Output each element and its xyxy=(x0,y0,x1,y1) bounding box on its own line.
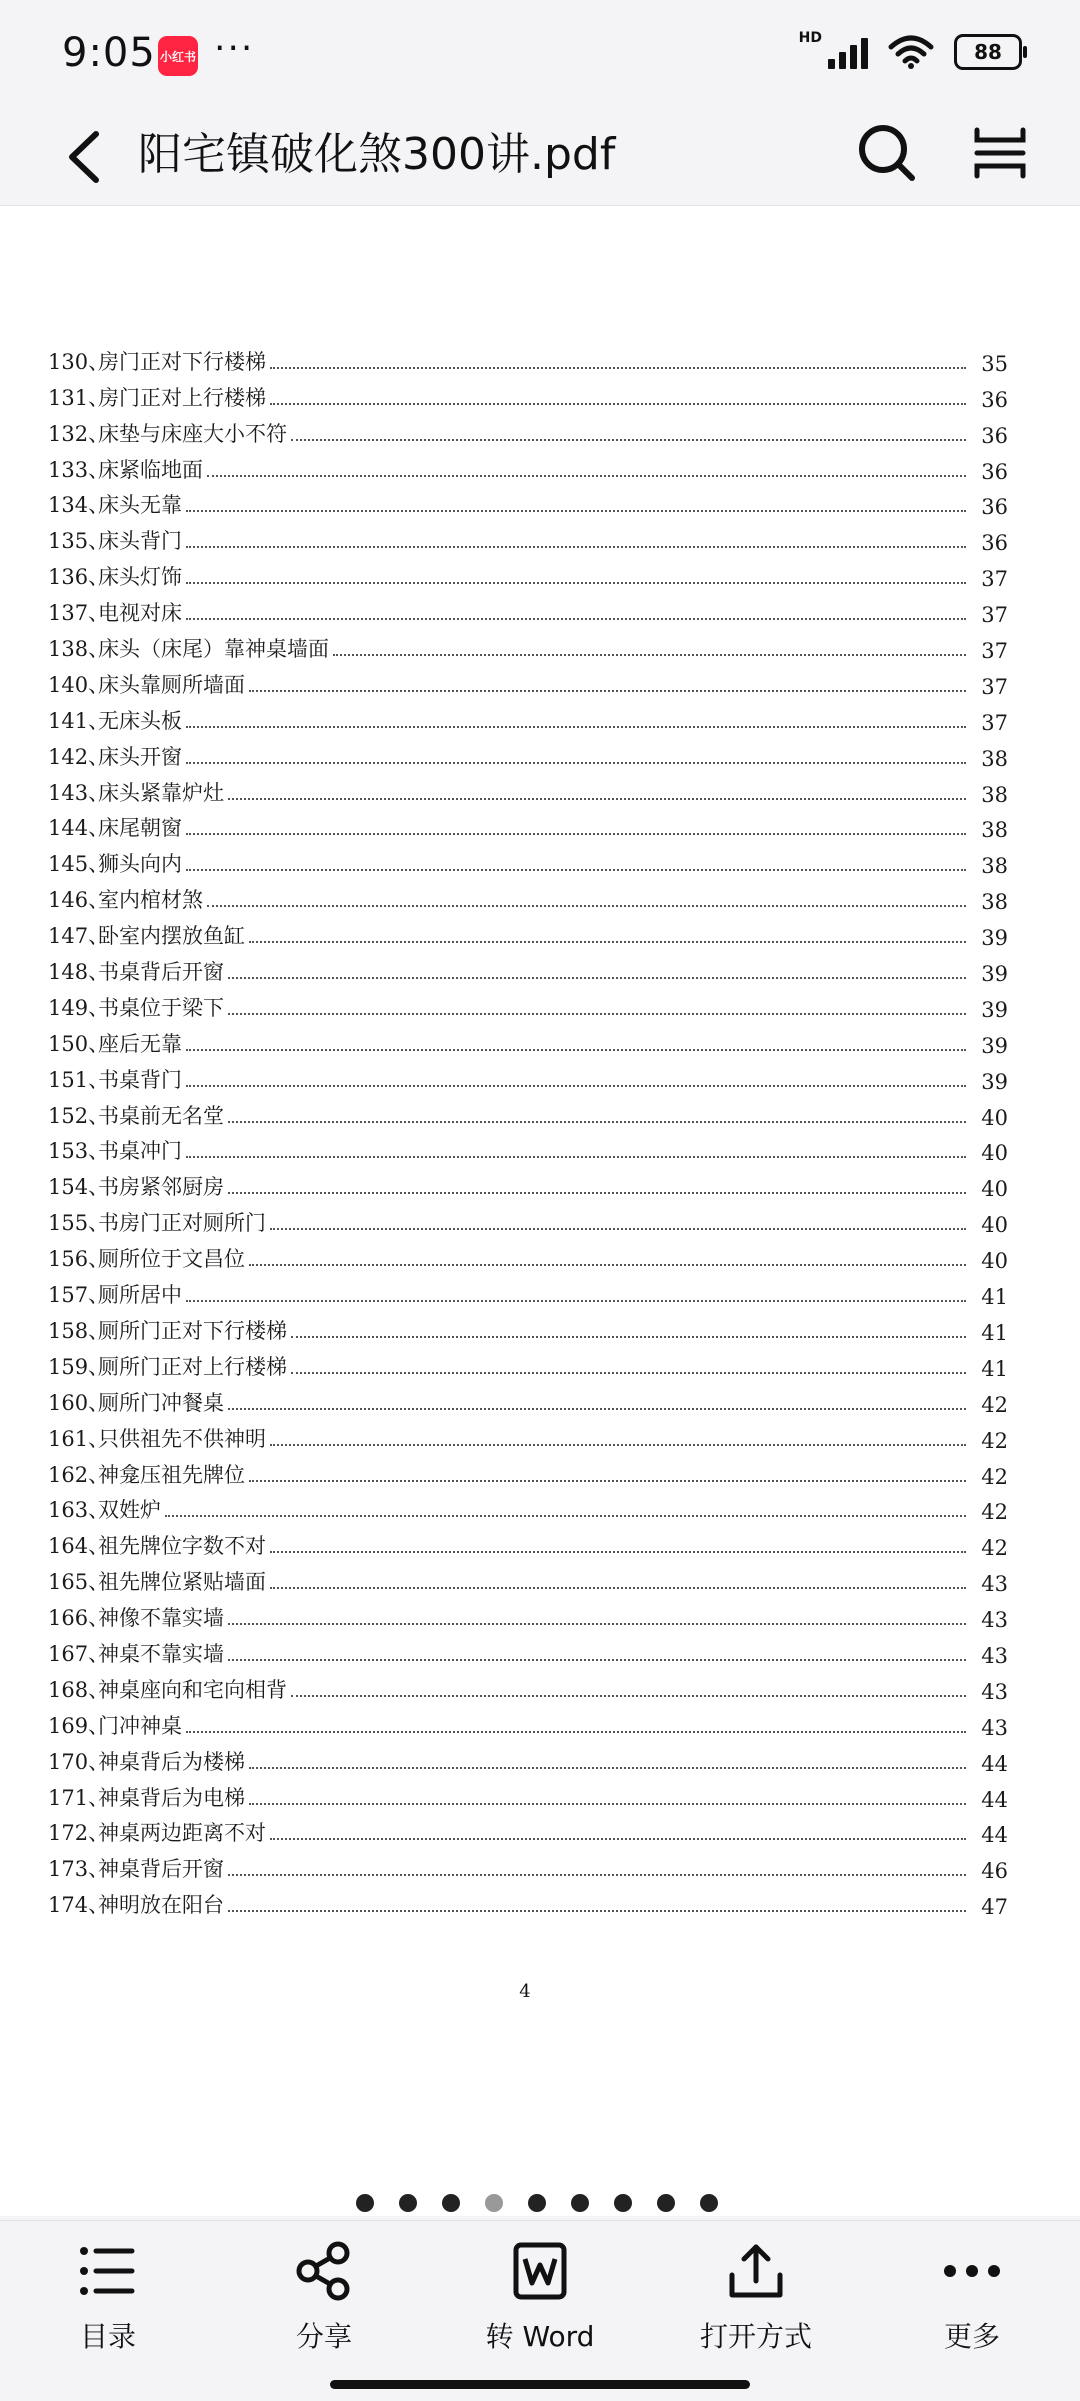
toc-entry-title: 狮头向内 xyxy=(98,852,182,877)
toc-leader xyxy=(228,1013,966,1015)
toc-entry-number: 153、 xyxy=(48,1139,110,1164)
page-dot xyxy=(657,2194,675,2212)
toc-entry[interactable] xyxy=(48,699,1008,735)
toc-entry-title: 只供祖先不供神明 xyxy=(98,1426,266,1451)
toc-entry-page: 37 xyxy=(981,567,1008,592)
toc-entry-title: 书房紧邻厨房 xyxy=(98,1175,224,1200)
toc-entry[interactable] xyxy=(48,1453,1008,1489)
toc-entry-page: 38 xyxy=(981,890,1008,915)
toc-entry-title: 厕所位于文昌位 xyxy=(98,1247,245,1272)
toc-entry-title: 床头（床尾）靠神桌墙面 xyxy=(98,637,329,662)
toc-entry-title: 神桌两边距离不对 xyxy=(98,1821,266,1846)
toc-entry[interactable] xyxy=(48,1381,1008,1417)
toc-entry-number: 141、 xyxy=(48,708,110,733)
search-icon[interactable] xyxy=(852,118,922,188)
page-dot xyxy=(614,2194,632,2212)
toc-entry-number: 140、 xyxy=(48,672,110,697)
toc-entry[interactable] xyxy=(48,412,1008,448)
toc-entry-number: 173、 xyxy=(48,1857,110,1882)
toc-leader xyxy=(186,869,966,871)
toc-leader xyxy=(186,1300,966,1302)
toc-entry-page: 40 xyxy=(981,1249,1008,1274)
toc-entry-title: 门冲神桌 xyxy=(98,1713,182,1738)
toc-entry[interactable] xyxy=(48,555,1008,591)
toc-entry-number: 151、 xyxy=(48,1067,110,1092)
toc-entry-title: 神桌背后开窗 xyxy=(98,1857,224,1882)
toc-entry-number: 157、 xyxy=(48,1283,110,1308)
toc-leader xyxy=(186,762,966,764)
toc-leader xyxy=(228,798,966,800)
pdf-page[interactable] xyxy=(0,206,1080,2216)
page-dot xyxy=(399,2194,417,2212)
toc-leader xyxy=(249,1767,966,1769)
toc-entry-number: 143、 xyxy=(48,780,110,805)
toc-entry-page: 36 xyxy=(981,495,1008,520)
toc-leader xyxy=(186,618,966,620)
sidebar-menu-icon[interactable] xyxy=(965,118,1035,188)
toc-button[interactable] xyxy=(38,2241,178,2355)
toc-entry-title: 神桌不靠实墙 xyxy=(98,1641,224,1666)
toc-leader xyxy=(228,1910,966,1912)
toc-entry-number: 161、 xyxy=(48,1426,110,1451)
toc-entry-title: 神龛压祖先牌位 xyxy=(98,1462,245,1487)
toc-entry[interactable] xyxy=(48,1417,1008,1453)
toc-entry-title: 书桌背后开窗 xyxy=(98,960,224,985)
toc-entry-page: 37 xyxy=(981,603,1008,628)
toc-entry[interactable] xyxy=(48,914,1008,950)
toc-entry-number: 166、 xyxy=(48,1606,110,1631)
toc-entry-page: 40 xyxy=(981,1177,1008,1202)
network-type: HD xyxy=(798,30,822,46)
share-icon xyxy=(292,2241,356,2301)
toc-entry-page: 43 xyxy=(981,1679,1008,1704)
toc-entry[interactable] xyxy=(48,771,1008,807)
toc-entry[interactable] xyxy=(48,376,1008,412)
bottom-toolbar xyxy=(0,2220,1080,2401)
share-label: 分享 xyxy=(295,2320,352,2353)
toc-leader xyxy=(228,1408,966,1410)
toc-entry-number: 134、 xyxy=(48,493,110,518)
status-bar xyxy=(0,0,1080,110)
toc-entry-page: 35 xyxy=(981,351,1008,376)
status-time: 9:05 xyxy=(62,30,156,76)
toc-entry[interactable] xyxy=(48,1058,1008,1094)
toc-entry-title: 神桌座向和宅向相背 xyxy=(98,1677,287,1702)
toc-entry-number: 171、 xyxy=(48,1785,110,1810)
toc-entry-number: 136、 xyxy=(48,565,110,590)
toc-entry-title: 书桌冲门 xyxy=(98,1139,182,1164)
toc-entry-title: 床紧临地面 xyxy=(98,457,203,482)
toc-leader xyxy=(270,367,966,369)
toc-entry-title: 神桌背后为电梯 xyxy=(98,1785,245,1810)
toc-entry-number: 132、 xyxy=(48,421,110,446)
toc-entry-title: 厕所门正对上行楼梯 xyxy=(98,1354,287,1379)
toc-entry-number: 165、 xyxy=(48,1570,110,1595)
toc-entry[interactable] xyxy=(48,1883,1008,1919)
toc-entry-page: 43 xyxy=(981,1572,1008,1597)
toc-leader xyxy=(228,1659,966,1661)
page-number: 4 xyxy=(519,1981,531,2002)
toc-entry-title: 床垫与床座大小不符 xyxy=(98,421,287,446)
toc-entry[interactable] xyxy=(48,627,1008,663)
toc-entry[interactable] xyxy=(48,1022,1008,1058)
toc-entry[interactable] xyxy=(48,1596,1008,1632)
toc-entry-title: 床尾朝窗 xyxy=(98,816,182,841)
toc-entry[interactable] xyxy=(48,1094,1008,1130)
toc-entry-number: 131、 xyxy=(48,385,110,410)
toc-leader xyxy=(207,475,966,477)
toc-entry[interactable] xyxy=(48,591,1008,627)
toc-entry-number: 154、 xyxy=(48,1175,110,1200)
toc-entry-number: 138、 xyxy=(48,637,110,662)
toc-entry-number: 137、 xyxy=(48,601,110,626)
toc-entry-number: 147、 xyxy=(48,924,110,949)
toc-entry[interactable] xyxy=(48,1776,1008,1812)
toc-entry-page: 40 xyxy=(981,1105,1008,1130)
toc-entry[interactable] xyxy=(48,1345,1008,1381)
toc-entry-title: 厕所门冲餐桌 xyxy=(98,1390,224,1415)
toc-leader xyxy=(333,654,966,656)
toc-entry[interactable] xyxy=(48,1668,1008,1704)
toc-leader xyxy=(249,941,966,943)
toc-entry[interactable] xyxy=(48,1524,1008,1560)
more-label: 更多 xyxy=(943,2320,1000,2353)
toc-entry-page: 37 xyxy=(981,710,1008,735)
toc-entry-number: 149、 xyxy=(48,995,110,1020)
toc-entry-number: 135、 xyxy=(48,529,110,554)
toc-entry-page: 39 xyxy=(981,962,1008,987)
toc-entry-title: 房门正对下行楼梯 xyxy=(98,349,266,374)
toc-entry[interactable] xyxy=(48,950,1008,986)
more-notifications-icon: ··· xyxy=(214,28,255,69)
toc-entry-title: 座后无靠 xyxy=(98,1031,182,1056)
toc-entry-page: 42 xyxy=(981,1428,1008,1453)
toc-entry-number: 150、 xyxy=(48,1031,110,1056)
toc-leader xyxy=(291,1372,966,1374)
toc-entry-title: 床头背门 xyxy=(98,529,182,554)
toc-entry[interactable] xyxy=(48,448,1008,484)
toc-leader xyxy=(207,905,966,907)
toc-leader xyxy=(249,690,966,692)
toc-entry-page: 42 xyxy=(981,1500,1008,1525)
page-dot xyxy=(442,2194,460,2212)
toc-entry-title: 电视对床 xyxy=(98,601,182,626)
toc-entry-number: 164、 xyxy=(48,1534,110,1559)
toc-leader xyxy=(228,1874,966,1876)
toc-leader xyxy=(186,1085,966,1087)
toc-entry-number: 167、 xyxy=(48,1641,110,1666)
toc-entry-title: 双姓炉 xyxy=(98,1498,161,1523)
more-icon xyxy=(940,2241,1004,2301)
toc-entry[interactable] xyxy=(48,1165,1008,1201)
convert-word-button[interactable] xyxy=(470,2241,610,2355)
list-icon xyxy=(76,2241,140,2301)
toc-leader xyxy=(186,1049,966,1051)
toc-entry-page: 44 xyxy=(981,1823,1008,1848)
toc-entry-title: 床头靠厕所墙面 xyxy=(98,672,245,697)
signal-icon xyxy=(828,35,868,69)
toc-entry-page: 36 xyxy=(981,459,1008,484)
toc-entry-page: 39 xyxy=(981,997,1008,1022)
toc-entry-number: 168、 xyxy=(48,1677,110,1702)
toc-leader xyxy=(291,1336,966,1338)
toc-entry-number: 170、 xyxy=(48,1749,110,1774)
toc-entry-title: 厕所门正对下行楼梯 xyxy=(98,1318,287,1343)
toc-entry-page: 39 xyxy=(981,1033,1008,1058)
open-with-label: 打开方式 xyxy=(699,2320,812,2353)
wifi-icon xyxy=(888,35,934,69)
toc-entry-number: 130、 xyxy=(48,349,110,374)
toc-leader xyxy=(270,1228,966,1230)
toc-leader xyxy=(270,403,966,405)
toc-leader xyxy=(186,1156,966,1158)
toc-entry[interactable] xyxy=(48,1237,1008,1273)
toc-entry-number: 172、 xyxy=(48,1821,110,1846)
toc-leader xyxy=(186,546,966,548)
toc-entry-number: 155、 xyxy=(48,1211,110,1236)
toc-entry-title: 书桌背门 xyxy=(98,1067,182,1092)
toc-entry-page: 42 xyxy=(981,1536,1008,1561)
toc-entry[interactable] xyxy=(48,986,1008,1022)
toc-entry-title: 祖先牌位字数不对 xyxy=(98,1534,266,1559)
toc-entry-number: 174、 xyxy=(48,1893,110,1918)
toc-leader xyxy=(291,439,966,441)
toc-entry[interactable] xyxy=(48,1847,1008,1883)
toc-entry-number: 163、 xyxy=(48,1498,110,1523)
toc-entry-page: 41 xyxy=(981,1356,1008,1381)
toc-entry-page: 43 xyxy=(981,1643,1008,1668)
battery-icon xyxy=(954,34,1022,70)
toc-entry-number: 152、 xyxy=(48,1103,110,1128)
page-dot xyxy=(528,2194,546,2212)
toc-entry[interactable] xyxy=(48,1560,1008,1596)
toc-entry-title: 书桌前无名堂 xyxy=(98,1103,224,1128)
toc-entry-number: 160、 xyxy=(48,1390,110,1415)
toc-entry-page: 39 xyxy=(981,1069,1008,1094)
app-notification-icon: 小红书 xyxy=(158,36,198,76)
toc-entry-number: 169、 xyxy=(48,1713,110,1738)
share-button[interactable] xyxy=(254,2241,394,2355)
toc-entry[interactable] xyxy=(48,1740,1008,1776)
back-icon[interactable] xyxy=(56,122,116,192)
page-dot xyxy=(700,2194,718,2212)
toc-entry-title: 房门正对上行楼梯 xyxy=(98,385,266,410)
toc-entry[interactable] xyxy=(48,1273,1008,1309)
toc-entry[interactable] xyxy=(48,1704,1008,1740)
toc-entry-title: 书桌位于梁下 xyxy=(98,995,224,1020)
toc-entry-title: 室内棺材煞 xyxy=(98,888,203,913)
page-dot xyxy=(356,2194,374,2212)
toc-entry[interactable] xyxy=(48,1201,1008,1237)
word-convert-icon xyxy=(508,2241,572,2301)
table-of-contents xyxy=(48,340,1008,1919)
toc-leader xyxy=(186,1731,966,1733)
toc-leader xyxy=(249,1480,966,1482)
toc-entry-number: 142、 xyxy=(48,744,110,769)
toc-entry-number: 159、 xyxy=(48,1354,110,1379)
toc-leader xyxy=(186,726,966,728)
toc-leader xyxy=(291,1695,966,1697)
page-dot xyxy=(571,2194,589,2212)
toc-entry[interactable] xyxy=(48,519,1008,555)
toc-entry[interactable] xyxy=(48,842,1008,878)
toc-leader xyxy=(228,977,966,979)
toc-entry-title: 神明放在阳台 xyxy=(98,1893,224,1918)
toc-entry-page: 37 xyxy=(981,674,1008,699)
toc-entry[interactable] xyxy=(48,878,1008,914)
toc-entry-title: 书房门正对厕所门 xyxy=(98,1211,266,1236)
document-header xyxy=(0,110,1080,206)
toc-leader xyxy=(228,1623,966,1625)
toc-label: 目录 xyxy=(79,2320,136,2353)
open-with-icon xyxy=(724,2241,788,2301)
toc-entry-page: 40 xyxy=(981,1141,1008,1166)
toc-entry-title: 床头紧靠炉灶 xyxy=(98,780,224,805)
toc-leader xyxy=(249,1264,966,1266)
convert-word-label: 转 Word xyxy=(485,2320,595,2353)
toc-entry-page: 46 xyxy=(981,1859,1008,1884)
home-indicator[interactable] xyxy=(330,2380,750,2389)
toc-entry-number: 144、 xyxy=(48,816,110,841)
toc-entry-page: 36 xyxy=(981,387,1008,412)
toc-entry-page: 44 xyxy=(981,1787,1008,1812)
toc-entry-page: 38 xyxy=(981,782,1008,807)
toc-entry-page: 36 xyxy=(981,531,1008,556)
toc-entry-title: 床头灯饰 xyxy=(98,565,182,590)
toc-entry[interactable] xyxy=(48,663,1008,699)
toc-entry[interactable] xyxy=(48,735,1008,771)
toc-entry-page: 40 xyxy=(981,1213,1008,1238)
toc-entry[interactable] xyxy=(48,807,1008,843)
toc-entry-page: 43 xyxy=(981,1715,1008,1740)
toc-entry-title: 厕所居中 xyxy=(98,1283,182,1308)
toc-entry-number: 146、 xyxy=(48,888,110,913)
more-button[interactable] xyxy=(902,2241,1042,2355)
toc-leader xyxy=(228,1121,966,1123)
toc-entry-title: 床头无靠 xyxy=(98,493,182,518)
toc-entry[interactable] xyxy=(48,1489,1008,1525)
toc-leader xyxy=(270,1444,966,1446)
toc-entry-page: 38 xyxy=(981,854,1008,879)
toc-entry-page: 47 xyxy=(981,1895,1008,1920)
page-dot xyxy=(485,2194,503,2212)
toc-entry[interactable] xyxy=(48,1632,1008,1668)
toc-entry-title: 神桌背后为楼梯 xyxy=(98,1749,245,1774)
toc-entry-number: 162、 xyxy=(48,1462,110,1487)
toc-entry-number: 145、 xyxy=(48,852,110,877)
toc-entry-number: 133、 xyxy=(48,457,110,482)
toc-entry[interactable] xyxy=(48,1812,1008,1848)
toc-leader xyxy=(186,833,966,835)
open-with-button[interactable] xyxy=(686,2241,826,2355)
toc-leader xyxy=(249,1803,966,1805)
toc-leader xyxy=(270,1838,966,1840)
toc-entry-page: 42 xyxy=(981,1464,1008,1489)
toc-entry-title: 祖先牌位紧贴墙面 xyxy=(98,1570,266,1595)
toc-leader xyxy=(186,582,966,584)
toc-entry[interactable] xyxy=(48,340,1008,376)
toc-entry-title: 神像不靠实墙 xyxy=(98,1606,224,1631)
toc-entry-title: 卧室内摆放鱼缸 xyxy=(98,924,245,949)
toc-entry-number: 148、 xyxy=(48,960,110,985)
toc-entry-page: 36 xyxy=(981,423,1008,448)
battery-level: 88 xyxy=(974,40,1002,64)
document-title: 阳宅镇破化煞300讲.pdf xyxy=(138,129,616,180)
toc-entry[interactable] xyxy=(48,484,1008,520)
toc-leader xyxy=(270,1587,966,1589)
toc-entry-title: 床头开窗 xyxy=(98,744,182,769)
toc-entry-page: 39 xyxy=(981,926,1008,951)
toc-entry-number: 156、 xyxy=(48,1247,110,1272)
toc-entry[interactable] xyxy=(48,1309,1008,1345)
toc-entry-page: 41 xyxy=(981,1285,1008,1310)
toc-entry[interactable] xyxy=(48,1130,1008,1166)
toc-leader xyxy=(270,1551,966,1553)
toc-entry-page: 44 xyxy=(981,1751,1008,1776)
toc-leader xyxy=(228,1192,966,1194)
toc-entry-title: 无床头板 xyxy=(98,708,182,733)
toc-entry-page: 37 xyxy=(981,639,1008,664)
toc-entry-page: 42 xyxy=(981,1392,1008,1417)
toc-entry-page: 41 xyxy=(981,1320,1008,1345)
toc-entry-number: 158、 xyxy=(48,1318,110,1343)
toc-leader xyxy=(186,510,966,512)
toc-leader xyxy=(165,1515,966,1517)
toc-entry-page: 38 xyxy=(981,818,1008,843)
toc-entry-page: 43 xyxy=(981,1608,1008,1633)
toc-entry-page: 38 xyxy=(981,746,1008,771)
